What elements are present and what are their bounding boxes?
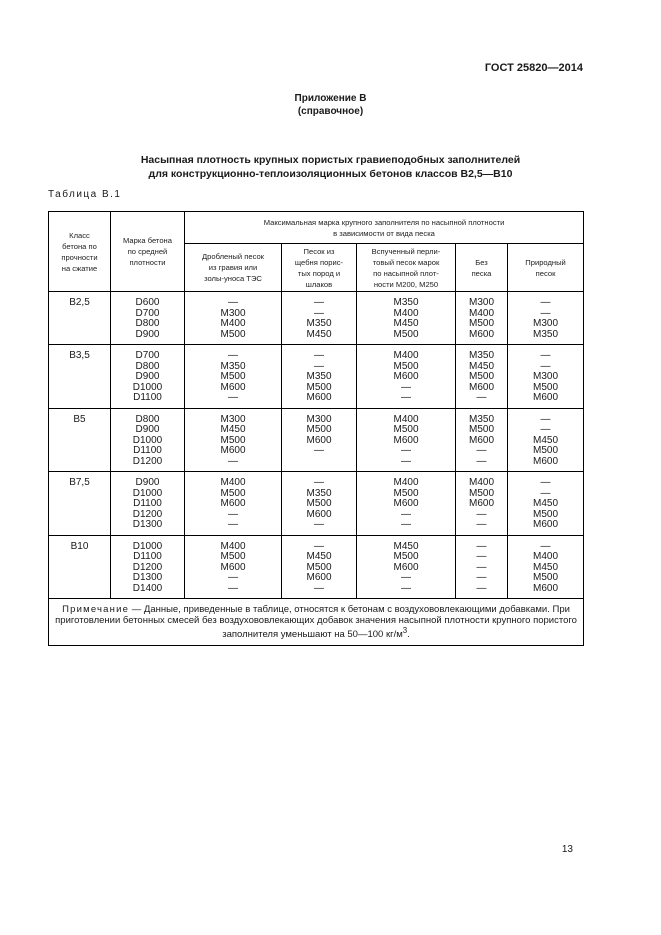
cell-sand-porous-value: — xyxy=(314,360,324,372)
cell-grade-value: D1100 xyxy=(133,445,162,456)
cell-natural-sand xyxy=(508,472,584,536)
cell-no-sand-value: М450 xyxy=(468,360,494,372)
cell-sand-perlite-value: — xyxy=(401,455,411,467)
cell-sand-perlite-value: М350 xyxy=(393,297,419,308)
cell-sand-perlite-value: — xyxy=(401,381,411,393)
cell-grade xyxy=(111,535,185,599)
cell-no-sand xyxy=(456,472,508,536)
cell-sand-perlite-value: М400 xyxy=(393,413,419,425)
header-line: по насыпной плот- xyxy=(373,268,439,278)
cell-sand-porous-value: М500 xyxy=(306,561,332,573)
cell-natural-sand-value: М500 xyxy=(533,508,559,520)
cell-sand-crushed xyxy=(185,408,282,472)
header-natural-sand xyxy=(508,244,584,292)
table-row xyxy=(49,345,584,409)
cell-natural-sand-value: М450 xyxy=(533,561,559,573)
cell-natural-sand xyxy=(508,535,584,599)
table-note xyxy=(49,599,584,646)
note-text: — Данные, приведенные в таблице, относятся к бетонам с воздухововлекающими добавками. При приготовлении бетонных смесей без воздухововлекающих добавок значения насыпной плотности крупного пористого заполнителя уменьшают на 50—100 кг/м xyxy=(55,604,577,641)
cell-grade-value: D1000 xyxy=(132,487,163,499)
cell-natural-sand-value: М600 xyxy=(533,582,559,594)
cell-sand-crushed-value: М300 xyxy=(220,413,246,425)
cell-sand-porous-value: М500 xyxy=(306,498,332,509)
cell-natural-sand-value: М600 xyxy=(533,455,559,467)
cell-sand-perlite xyxy=(357,535,456,599)
cell-sand-crushed-value: — xyxy=(228,508,238,520)
cell-sand-perlite-value: М600 xyxy=(393,434,419,446)
cell-sand-crushed-value: М500 xyxy=(220,434,246,446)
header-line: Дробленый песок xyxy=(201,252,265,261)
cell-sand-crushed-value: М400 xyxy=(220,540,246,552)
cell-sand-perlite-value: М450 xyxy=(393,318,419,329)
cell-sand-porous-value: М350 xyxy=(306,371,332,382)
cell-sand-perlite-value: М400 xyxy=(393,350,419,361)
cell-no-sand-value: М500 xyxy=(468,487,494,499)
cell-no-sand-value: — xyxy=(476,551,487,562)
cell-no-sand-value: М600 xyxy=(468,381,494,393)
cell-no-sand xyxy=(456,345,508,409)
cell-sand-crushed-value: М500 xyxy=(220,487,246,499)
cell-sand-porous-value: М500 xyxy=(306,381,332,393)
header-line: плотности xyxy=(129,258,166,267)
cell-sand-porous-value: — xyxy=(314,477,324,488)
header-sand-porous xyxy=(282,244,357,292)
cell-sand-porous-value: М350 xyxy=(306,318,332,329)
header-line: песка xyxy=(471,268,492,278)
cell-grade-value: D1000 xyxy=(132,434,163,446)
cell-sand-porous xyxy=(282,472,357,536)
header-grade xyxy=(111,212,185,292)
cell-grade xyxy=(111,345,185,409)
cell-grade-value: D1200 xyxy=(132,508,163,520)
cell-natural-sand-value: М500 xyxy=(533,572,559,583)
cell-sand-perlite xyxy=(357,292,456,345)
cell-sand-crushed-value: М300 xyxy=(220,307,246,319)
appendix-title: Приложение В xyxy=(294,93,367,104)
table-body xyxy=(49,292,584,599)
cell-sand-porous-value: — xyxy=(314,445,324,456)
cell-sand-porous-value: — xyxy=(314,297,324,308)
cell-grade-value: D700 xyxy=(135,307,160,319)
cell-natural-sand-value: М500 xyxy=(533,381,559,393)
cell-sand-perlite-value: М500 xyxy=(393,551,419,562)
cell-grade-value: D900 xyxy=(135,371,160,382)
cell-natural-sand-value: М350 xyxy=(533,328,559,340)
cell-natural-sand-value: — xyxy=(540,350,551,361)
header-line: шлаков xyxy=(305,279,333,289)
cell-sand-perlite-value: — xyxy=(401,582,411,594)
cell-grade-value: D1200 xyxy=(132,561,163,573)
header-line: Песок из xyxy=(303,246,335,256)
table-row xyxy=(49,535,584,599)
title-line-2: для конструкционно-теплоизоляционных бетонов классов В2,5—В10 xyxy=(148,168,513,180)
cell-no-sand-value: — xyxy=(476,561,487,573)
cell-sand-porous-value: М450 xyxy=(306,551,332,562)
cell-sand-perlite-value: М600 xyxy=(393,561,419,573)
cell-grade xyxy=(111,408,185,472)
standard-number: ГОСТ 25820—2014 xyxy=(484,62,583,74)
cell-natural-sand-value: М450 xyxy=(533,434,559,446)
cell-natural-sand-value: М300 xyxy=(533,371,559,382)
cell-grade-value: D1400 xyxy=(132,582,163,594)
cell-class: В5 xyxy=(49,408,111,472)
cell-sand-crushed xyxy=(185,345,282,409)
header-sand-perlite xyxy=(357,244,456,292)
cell-natural-sand-value: — xyxy=(540,487,551,499)
cell-sand-crushed-value: М400 xyxy=(220,318,246,329)
header-line: в зависимости от вида песка xyxy=(333,228,435,238)
cell-natural-sand-value: М600 xyxy=(533,519,559,530)
cell-sand-perlite-value: — xyxy=(401,519,411,530)
header-line: тых пород и xyxy=(297,268,341,278)
cell-sand-porous xyxy=(282,408,357,472)
cell-sand-perlite-value: — xyxy=(401,508,411,520)
cell-no-sand-value: М350 xyxy=(468,413,494,425)
cell-sand-perlite xyxy=(357,408,456,472)
cell-sand-porous xyxy=(282,292,357,345)
cell-sand-crushed-value: — xyxy=(228,297,238,308)
cell-no-sand-value: М600 xyxy=(468,498,494,509)
cell-sand-porous-value: М600 xyxy=(306,572,332,583)
cell-sand-porous-value: М600 xyxy=(306,434,332,446)
cell-no-sand-value: М300 xyxy=(468,297,494,308)
cell-natural-sand xyxy=(508,408,584,472)
cell-grade-value: D1000 xyxy=(132,381,163,393)
cell-sand-porous-value: М500 xyxy=(306,424,332,435)
cell-natural-sand xyxy=(508,345,584,409)
cell-sand-crushed-value: — xyxy=(228,519,238,530)
header-line: Без xyxy=(475,257,488,267)
cell-natural-sand-value: М600 xyxy=(533,392,559,403)
cell-grade-value: D700 xyxy=(135,350,160,361)
note-superscript: 3 xyxy=(402,626,408,635)
cell-natural-sand-value: — xyxy=(540,413,551,425)
header-sand-crushed xyxy=(185,244,282,292)
cell-no-sand-value: — xyxy=(476,392,487,403)
cell-grade-value: D1100 xyxy=(133,551,162,562)
cell-sand-perlite-value: М500 xyxy=(393,360,419,372)
document-title xyxy=(0,153,661,181)
cell-sand-porous-value: — xyxy=(314,307,324,319)
header-line: на сжатие xyxy=(61,263,98,273)
table-row xyxy=(49,408,584,472)
page-number: 13 xyxy=(561,844,573,855)
header-line: Марка бетона xyxy=(123,236,172,245)
cell-grade xyxy=(111,472,185,536)
cell-grade-value: D1300 xyxy=(132,572,163,583)
cell-sand-porous-value: М600 xyxy=(306,392,332,403)
cell-sand-crushed-value: М450 xyxy=(220,424,246,435)
cell-no-sand-value: М400 xyxy=(468,477,494,488)
cell-natural-sand-value: — xyxy=(540,360,551,372)
cell-class: В7,5 xyxy=(49,472,111,536)
cell-class: В2,5 xyxy=(49,292,111,345)
cell-sand-crushed-value: М600 xyxy=(220,561,246,573)
cell-sand-perlite-value: — xyxy=(401,572,411,583)
cell-grade-value: D1100 xyxy=(133,392,162,403)
cell-no-sand-value: М350 xyxy=(468,350,494,361)
header-line: Вспученный перли- xyxy=(371,246,441,256)
cell-sand-crushed-value: М600 xyxy=(220,498,246,509)
cell-sand-perlite xyxy=(357,345,456,409)
cell-sand-porous xyxy=(282,345,357,409)
cell-sand-porous-value: М350 xyxy=(306,487,332,499)
cell-no-sand-value: М400 xyxy=(468,307,494,319)
appendix-subtitle: (справочное) xyxy=(297,106,364,117)
header-group xyxy=(185,212,584,244)
cell-no-sand-value: — xyxy=(476,582,487,594)
cell-natural-sand-value: — xyxy=(540,477,551,488)
header-line: прочности xyxy=(61,252,98,262)
cell-sand-crushed-value: — xyxy=(228,455,238,467)
cell-no-sand-value: М500 xyxy=(468,424,494,435)
cell-no-sand-value: М600 xyxy=(468,434,494,446)
header-line: по средней xyxy=(127,247,168,256)
cell-sand-perlite-value: М600 xyxy=(393,371,419,382)
cell-no-sand-value: М500 xyxy=(468,371,494,382)
cell-sand-porous-value: — xyxy=(314,519,324,530)
cell-no-sand xyxy=(456,535,508,599)
cell-sand-crushed-value: М500 xyxy=(220,328,246,340)
cell-sand-crushed-value: — xyxy=(228,350,238,361)
note-end: . xyxy=(407,629,410,641)
cell-class: В3,5 xyxy=(49,345,111,409)
cell-grade-value: D1300 xyxy=(132,519,163,530)
cell-sand-perlite-value: М450 xyxy=(393,540,419,552)
cell-no-sand-value: — xyxy=(476,540,487,552)
header-line: Класс xyxy=(69,230,90,240)
cell-grade-value: D800 xyxy=(135,360,160,372)
cell-no-sand-value: — xyxy=(476,445,487,456)
cell-sand-perlite-value: М400 xyxy=(393,477,419,488)
note-lead: Примечание xyxy=(62,604,130,615)
cell-sand-porous-value: — xyxy=(314,350,324,361)
cell-sand-porous-value: М600 xyxy=(306,508,332,520)
cell-sand-crushed xyxy=(185,292,282,345)
cell-natural-sand xyxy=(508,292,584,345)
cell-sand-perlite xyxy=(357,472,456,536)
cell-sand-porous-value: М450 xyxy=(306,328,332,340)
cell-sand-perlite-value: — xyxy=(401,392,411,403)
cell-no-sand-value: — xyxy=(476,572,487,583)
cell-sand-crushed xyxy=(185,535,282,599)
cell-sand-porous xyxy=(282,535,357,599)
cell-natural-sand-value: М500 xyxy=(533,445,559,456)
header-line: Природный xyxy=(525,257,566,267)
table-row xyxy=(49,292,584,345)
cell-natural-sand-value: — xyxy=(540,307,551,319)
header-line: ности М200, М250 xyxy=(373,279,439,289)
cell-no-sand-value: — xyxy=(476,455,487,467)
cell-grade xyxy=(111,292,185,345)
cell-grade-value: D900 xyxy=(135,477,160,488)
cell-sand-perlite-value: — xyxy=(401,445,411,456)
title-line-1: Насыпная плотность крупных пористых гравиеподобных заполнителей xyxy=(140,154,521,166)
cell-sand-perlite-value: М600 xyxy=(393,498,419,509)
header-line: Максимальная марка крупного заполнителя по насыпной плотности xyxy=(263,217,505,227)
cell-grade-value: D1000 xyxy=(132,540,163,552)
header-line: песок xyxy=(535,268,556,278)
header-no-sand xyxy=(456,244,508,292)
cell-grade-value: D1100 xyxy=(133,498,162,509)
cell-grade-value: D900 xyxy=(135,328,160,340)
cell-no-sand-value: М500 xyxy=(468,318,494,329)
cell-grade-value: D800 xyxy=(135,413,160,425)
cell-natural-sand-value: М450 xyxy=(533,498,559,509)
cell-no-sand xyxy=(456,408,508,472)
header-line: товый песок марок xyxy=(372,257,440,267)
cell-sand-porous-value: — xyxy=(314,540,324,552)
cell-sand-perlite-value: М500 xyxy=(393,424,419,435)
cell-natural-sand-value: — xyxy=(540,297,551,308)
density-table xyxy=(48,211,584,646)
header-line: из гравия или xyxy=(208,263,258,272)
cell-sand-crushed-value: М500 xyxy=(220,551,246,562)
cell-no-sand xyxy=(456,292,508,345)
table-caption: Таблица В.1 xyxy=(48,189,122,200)
cell-grade-value: D800 xyxy=(135,318,160,329)
cell-sand-crushed xyxy=(185,472,282,536)
header-class xyxy=(49,212,111,292)
cell-sand-crushed-value: — xyxy=(228,582,238,594)
cell-sand-crushed-value: М400 xyxy=(220,477,246,488)
cell-sand-crushed-value: М350 xyxy=(220,360,246,372)
cell-sand-perlite-value: М400 xyxy=(393,307,419,319)
cell-natural-sand-value: М300 xyxy=(533,318,559,329)
cell-sand-crushed-value: — xyxy=(228,392,238,403)
cell-sand-porous-value xyxy=(282,457,356,468)
header-line: бетона по xyxy=(62,241,97,251)
cell-sand-crushed-value: М500 xyxy=(220,371,246,382)
cell-sand-perlite-value: М500 xyxy=(393,487,419,499)
appendix-heading xyxy=(0,92,661,118)
cell-natural-sand-value: — xyxy=(540,424,551,435)
cell-sand-crushed-value: М600 xyxy=(220,381,246,393)
cell-grade-value: D1200 xyxy=(132,455,163,467)
cell-sand-porous-value: — xyxy=(314,582,324,594)
cell-sand-crushed-value: — xyxy=(228,572,238,583)
cell-sand-crushed-value: М600 xyxy=(220,445,246,456)
cell-no-sand-value: М600 xyxy=(468,328,494,340)
cell-natural-sand-value: М400 xyxy=(533,551,559,562)
cell-no-sand-value: — xyxy=(476,508,487,520)
cell-class: В10 xyxy=(49,535,111,599)
cell-grade-value: D600 xyxy=(135,297,160,308)
cell-sand-porous-value: М300 xyxy=(306,413,332,425)
header-line: щебня порис- xyxy=(294,257,344,267)
cell-no-sand-value: — xyxy=(476,519,487,530)
table-row xyxy=(49,472,584,536)
cell-grade-value: D900 xyxy=(135,424,160,435)
cell-natural-sand-value: — xyxy=(540,540,551,552)
header-line: золы-уноса ТЭС xyxy=(204,274,262,283)
cell-sand-perlite-value: М500 xyxy=(393,328,419,340)
